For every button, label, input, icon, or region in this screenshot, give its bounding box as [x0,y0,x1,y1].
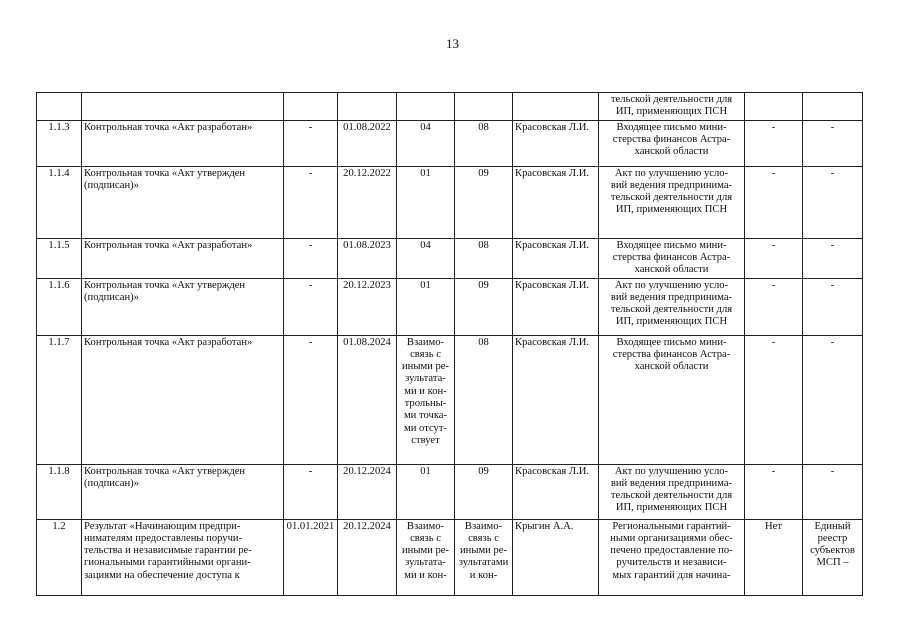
row-linked-successor: Взаимо- связь с иными ре- зультатами и кон- [458,520,509,581]
row-end-date-cell [338,335,397,464]
row-name: Контрольная точка «Акт утвержден (подписан)» [84,465,246,489]
row-name: Контрольная точка «Акт разработан» [84,336,253,348]
row-document: Входящее письмо мини- стерства финансов Астра- ханской области [612,121,731,158]
row-information-system: - [830,121,835,133]
row-linked-predecessor: 04 [420,239,431,251]
row-document-cell [599,238,745,278]
row-linked-successor-cell [455,93,513,121]
row-number-cell [37,93,82,121]
row-linked-predecessor: 01 [420,465,431,477]
row-information-system: - [830,465,835,477]
row-linked-predecessor-cell [397,238,455,278]
row-start-date-cell [284,120,338,166]
row-name-cell [82,519,284,595]
row-decision: - [771,239,776,251]
row-name-cell [82,464,284,519]
row-number-cell [37,278,82,335]
table-row [37,335,863,464]
row-start-date-cell [284,278,338,335]
row-document-cell [599,93,745,121]
row-information-system-cell [803,519,863,595]
row-information-system: - [830,239,835,251]
row-linked-predecessor: Взаимо- связь с иными ре- зультата- ми и кон- [401,520,449,581]
row-linked-successor: 08 [478,239,489,251]
row-end-date-cell [338,238,397,278]
row-document: Входящее письмо мини- стерства финансов Астра- ханской области [612,239,731,276]
row-end-date-cell [338,93,397,121]
row-decision-cell [745,335,803,464]
row-name: Результат «Начинающим предпри- нимателям предоставлены поручи- тельства и независимые гарантии ре- гиональными гарантийными органи- зациями на обеспечение доступа к [84,520,252,581]
row-linked-successor: 09 [478,465,489,477]
page-number: 13 [446,36,459,51]
row-responsible: Крыгин А.А. [515,520,574,532]
row-linked-successor: 08 [478,336,489,348]
row-linked-successor-cell [455,464,513,519]
row-end-date: 20.12.2024 [343,520,391,532]
table-row [37,464,863,519]
row-document-cell [599,464,745,519]
row-linked-predecessor-cell [397,166,455,238]
row-end-date: 20.12.2023 [343,279,391,291]
row-number: 1.1.5 [48,239,70,251]
row-responsible-cell [513,278,599,335]
row-name-cell [82,166,284,238]
row-responsible-cell [513,238,599,278]
row-number: 1.2 [52,520,66,532]
row-start-date-cell [284,93,338,121]
row-number-cell [37,238,82,278]
row-linked-successor-cell [455,519,513,595]
row-number-cell [37,335,82,464]
row-decision-cell [745,93,803,121]
row-start-date: - [308,167,313,179]
row-responsible-cell [513,120,599,166]
row-name-cell [82,93,284,121]
row-document-cell [599,278,745,335]
row-number-cell [37,120,82,166]
row-linked-predecessor-cell [397,93,455,121]
row-decision: - [771,167,776,179]
row-information-system-cell [803,238,863,278]
row-document-cell [599,120,745,166]
plan-table [36,92,863,596]
row-linked-predecessor-cell [397,120,455,166]
row-linked-predecessor: 01 [420,279,431,291]
row-responsible-cell [513,93,599,121]
row-number: 1.1.6 [48,279,70,291]
row-start-date-cell [284,335,338,464]
row-responsible: Красовская Л.И. [515,279,590,291]
row-decision-cell [745,278,803,335]
row-end-date-cell [338,519,397,595]
row-number: 1.1.4 [48,167,70,179]
row-document: Акт по улучшению усло- вий ведения предпринима- тельской деятельности для ИП, применяющих ПСН [610,465,733,514]
table-row [37,93,863,121]
row-end-date: 20.12.2022 [343,167,391,179]
row-document-cell [599,519,745,595]
row-responsible-cell [513,335,599,464]
row-linked-successor-cell [455,238,513,278]
row-start-date-cell [284,519,338,595]
row-document: Входящее письмо мини- стерства финансов Астра- ханской области [612,336,731,373]
row-name: Контрольная точка «Акт утвержден (подписан)» [84,279,246,303]
row-information-system-cell [803,120,863,166]
row-responsible: Красовская Л.И. [515,239,590,251]
row-information-system: Единый реестр субъектов МСП – [810,520,855,569]
row-information-system-cell [803,278,863,335]
row-end-date: 01.08.2024 [343,336,391,348]
row-start-date-cell [284,464,338,519]
row-decision: - [771,121,776,133]
row-decision-cell [745,464,803,519]
row-document: Региональными гарантий- ными организациями обес- печено предоставление по- ручительств и независи- мых гарантий для начина- [610,520,733,581]
row-start-date: - [308,336,313,348]
row-responsible-cell [513,166,599,238]
table-row [37,278,863,335]
row-document: Акт по улучшению усло- вий ведения предпринима- тельской деятельности для ИП, применяющих ПСН [610,167,733,216]
row-start-date: - [308,279,313,291]
row-linked-predecessor-cell [397,519,455,595]
row-information-system: - [830,167,835,179]
row-number-cell [37,166,82,238]
row-linked-predecessor: 01 [420,167,431,179]
row-name-cell [82,238,284,278]
row-name: Контрольная точка «Акт разработан» [84,239,253,251]
row-decision-cell [745,519,803,595]
row-decision: - [771,336,776,348]
row-linked-successor-cell [455,335,513,464]
row-name: Контрольная точка «Акт утвержден (подписан)» [84,167,246,191]
row-end-date: 01.08.2022 [343,121,391,133]
table-row [37,238,863,278]
row-name: Контрольная точка «Акт разработан» [84,121,253,133]
row-name-cell [82,335,284,464]
row-information-system-cell [803,166,863,238]
row-start-date-cell [284,238,338,278]
row-information-system-cell [803,464,863,519]
row-start-date-cell [284,166,338,238]
row-linked-successor: 09 [478,279,489,291]
row-linked-successor-cell [455,278,513,335]
row-linked-predecessor-cell [397,464,455,519]
row-responsible: Красовская Л.И. [515,465,590,477]
row-linked-predecessor: Взаимо- связь с иными ре- зультата- ми и кон- трольны- ми точка- ми отсут- ствует [401,336,449,446]
row-end-date-cell [338,166,397,238]
row-responsible: Красовская Л.И. [515,121,590,133]
row-number-cell [37,519,82,595]
row-end-date-cell [338,120,397,166]
row-decision: Нет [765,520,782,532]
row-information-system-cell [803,335,863,464]
row-number: 1.1.7 [48,336,70,348]
row-linked-predecessor-cell [397,335,455,464]
row-document: Акт по улучшению усло- вий ведения предпринима- тельской деятельности для ИП, применяющих ПСН [610,279,733,328]
row-start-date: 01.01.2021 [286,520,335,532]
row-document-cell [599,335,745,464]
row-linked-successor: 08 [478,121,489,133]
row-decision: - [771,465,776,477]
row-start-date: - [308,121,313,133]
row-end-date: 01.08.2023 [343,239,391,251]
row-responsible-cell [513,519,599,595]
row-decision-cell [745,166,803,238]
row-linked-successor-cell [455,120,513,166]
row-linked-predecessor: 04 [420,121,431,133]
row-end-date: 20.12.2024 [343,465,391,477]
row-information-system-cell [803,93,863,121]
row-document: тельской деятельности для ИП, применяющих ПСН [610,94,733,118]
row-responsible-cell [513,464,599,519]
row-information-system: - [830,336,835,348]
row-information-system: - [830,279,835,291]
row-decision-cell [745,120,803,166]
row-end-date-cell [338,464,397,519]
row-responsible: Красовская Л.И. [515,336,590,348]
row-linked-successor: 09 [478,167,489,179]
table-row [37,519,863,595]
row-responsible: Красовская Л.И. [515,167,590,179]
row-decision-cell [745,238,803,278]
row-name-cell [82,278,284,335]
row-number: 1.1.3 [48,121,70,133]
row-number-cell [37,464,82,519]
row-document-cell [599,166,745,238]
row-start-date: - [308,465,313,477]
row-start-date: - [308,239,313,251]
table-row [37,166,863,238]
row-number: 1.1.8 [48,465,70,477]
row-end-date-cell [338,278,397,335]
row-name-cell [82,120,284,166]
row-linked-successor-cell [455,166,513,238]
row-decision: - [771,279,776,291]
row-linked-predecessor-cell [397,278,455,335]
table-row [37,120,863,166]
